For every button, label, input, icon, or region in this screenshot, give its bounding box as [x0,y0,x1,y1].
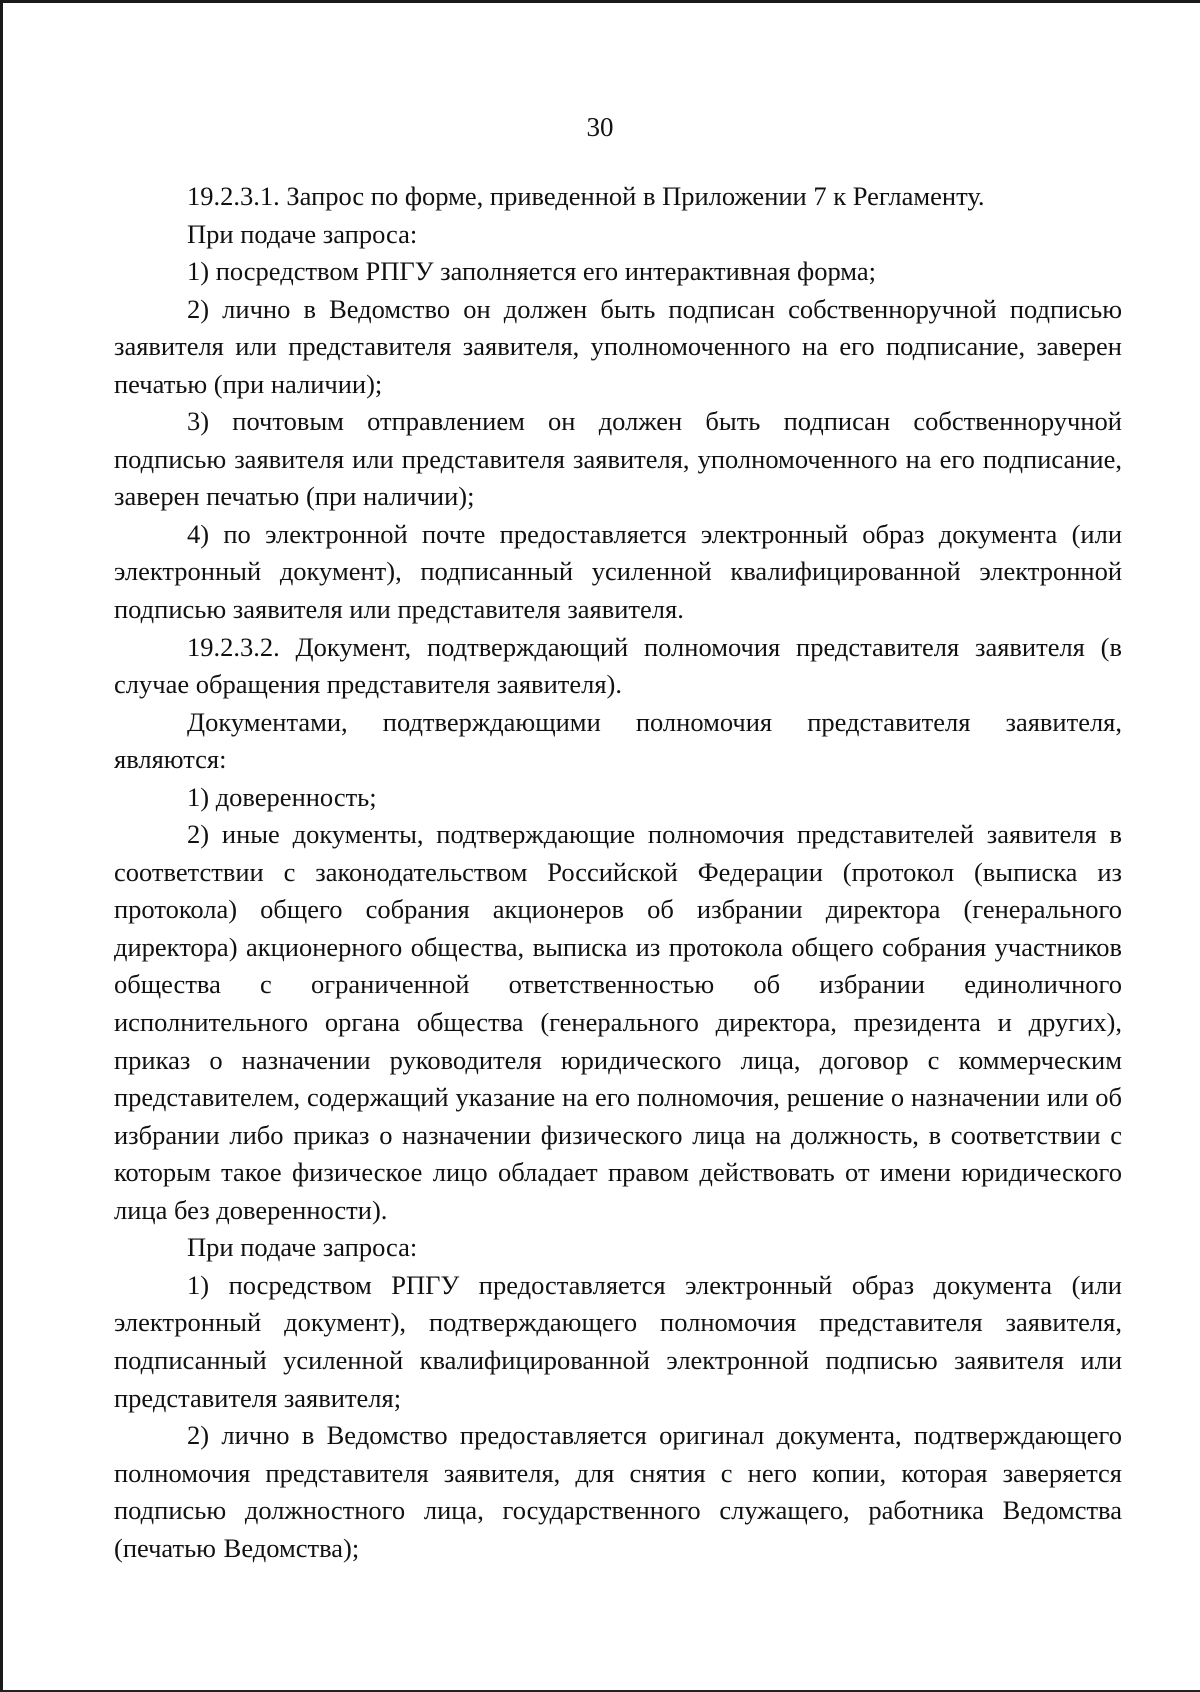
paragraph-submission-in-person: 2) лично в Ведомство он должен быть подписан собственноручной подписью заявителя или представителя заявителя, уполномоченного на его подписание, заверен печатью (при наличии); [114,293,1122,399]
paragraph-representative-document: 19.2.3.2. Документ, подтверждающий полномочия представителя заявителя (в случае обращения представителя заявителя). [114,631,1122,700]
paragraph-submission-heading-2: При подаче запроса: [187,1232,418,1263]
paragraph-power-of-attorney: 1) доверенность; [187,781,377,812]
scan-top-edge [0,0,1200,3]
paragraph-submission-rpgu: 1) посредством РПГУ заполняется его интерактивная форма; [187,256,876,287]
scan-left-edge [0,0,3,1692]
paragraph-representative-in-person: 2) лично в Ведомство предоставляется оригинал документа, подтверждающего полномочия представителя заявителя, для снятия с него копии, которая заверяется подписью должностного лица, государственного служащего, работника Ведомства (печатью Ведомства); [114,1420,1122,1563]
paragraph-other-documents: 2) иные документы, подтверждающие полномочия представителей заявителя в соответствии с законодательством Российской Федерации (протокол (выписка из протокола) общего собрания акционеров об избрании директора (генерального директора) акционерного общества, выписка из протокола общего собрания участников общества с ограниченной ответственностью об избрании единоличного исполнительного органа общества (генерального директора, президента и других), приказ о назначении руководителя юридического лица, договор с коммерческим представителем, содержащий указание на его полномочия, решение о назначении или об избрании либо приказ о назначении физического лица на должность, в соответствии с которым такое физическое лицо обладает правом действовать от имени юридического лица без доверенности). [114,819,1122,1225]
paragraph-submission-by-mail: 3) почтовым отправлением он должен быть подписан собственноручной подписью заявителя или представителя заявителя, уполномоченного на его подписание, заверен печатью (при наличии); [114,406,1122,512]
paragraph-request-form: 19.2.3.1. Запрос по форме, приведенной в Приложении 7 к Регламенту. [187,181,985,211]
paragraph-submission-by-email: 4) по электронной почте предоставляется электронный образ документа (или электронный документ), подписанный усиленной квалифицированной электронной подписью заявителя или представителя заявителя. [114,518,1122,625]
page-number: 30 [586,112,614,142]
document-body [114,178,1122,1567]
paragraph-authority-documents-heading: Документами, подтверждающими полномочия представителя заявителя, являются: [114,706,1122,775]
paragraph-submission-heading: При подаче запроса: [187,218,418,249]
paragraph-representative-rpgu: 1) посредством РПГУ предоставляется электронный образ документа (или электронный документ), подтверждающего полномочия представителя заявителя, подписанный усиленной квалифицированной электронной подписью заявителя или представителя заявителя; [114,1269,1122,1413]
